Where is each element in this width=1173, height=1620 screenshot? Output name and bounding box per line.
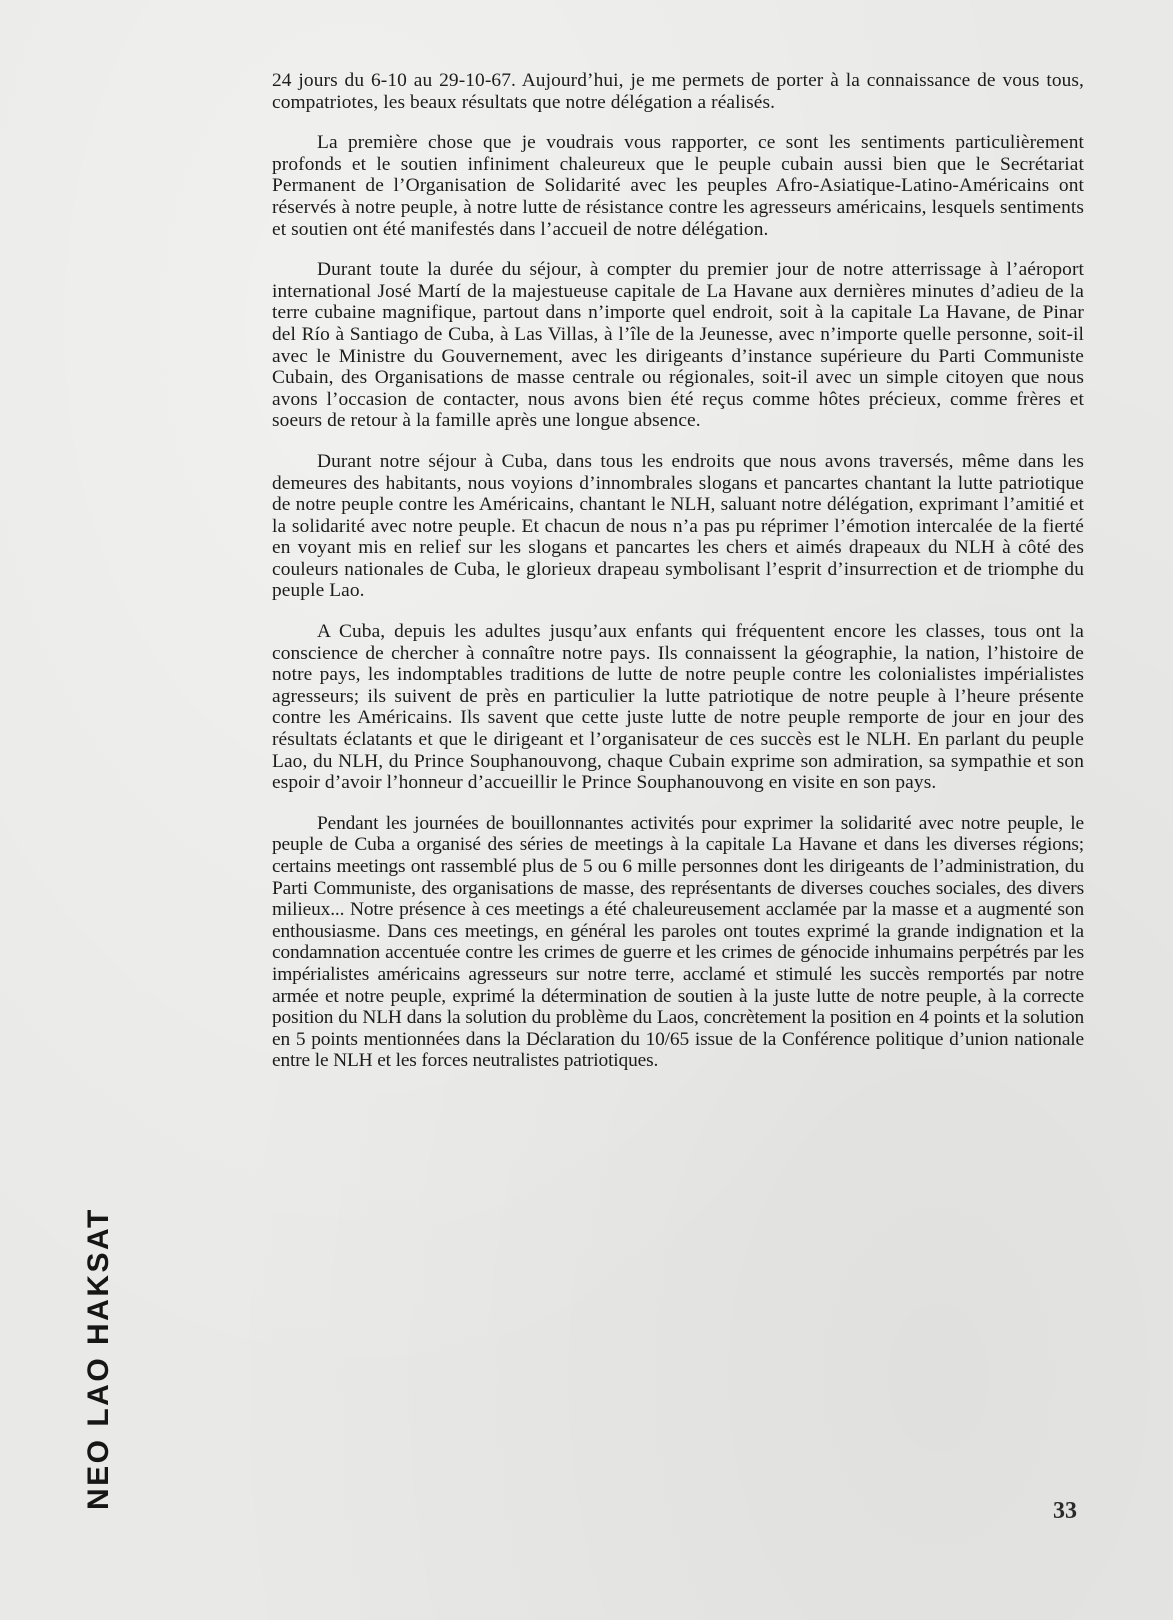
paragraph-3: Durant toute la durée du séjour, à compter du premier jour de notre atterrissage à l’aéroport international José Martí de la majestueuse capitale de La Havane aux dernières minutes d’adieu de la terre cubaine magnifique, partout dans n’importe quel endroit, soit à la capitale La Havane, de Pinar del Río à Santiago de Cuba, à Las Villas, à l’île de la Jeunesse, avec n’importe quelle personne, soit-il avec le Ministre du Gouvernement, avec les dirigeants d’instance supérieure du Parti Communiste Cubain, des Organisations de masse centrale ou régionales, soit-il avec un simple citoyen que nous avons l’occasion de contacter, nous avons bien été reçus comme hôtes précieux, comme frères et soeurs de retour à la famille après une longue absence. bbox=[272, 259, 1084, 432]
page-number: 33 bbox=[1053, 1498, 1077, 1524]
paragraph-2: La première chose que je voudrais vous rapporter, ce sont les sentiments particulièrement profonds et le soutien infiniment chaleureux que le peuple cubain aussi bien que le Secrétariat Permanent de l’Organisation de Solidarité avec les peuples Afro-Asiatique-Latino-Américains ont réservés à notre peuple, à notre lutte de résistance contre les agresseurs américains, lesquels sentiments et soutien ont été manifestés dans l’accueil de notre délégation. bbox=[272, 132, 1084, 240]
paragraph-4: Durant notre séjour à Cuba, dans tous les endroits que nous avons traversés, même dans les demeures des habitants, nous voyions d’innombrales slogans et pancartes chantant la lutte patriotique de notre peuple contre les Américains, chantant le NLH, saluant notre délégation, exprimant l’amitié et la solidarité avec notre peuple. Et chacun de nous n’a pas pu réprimer l’émotion intercalée de la fierté en voyant mis en relief sur les slogans et pancartes les chers et aimés drapeaux du NLH à côté des couleurs nationales de Cuba, le glorieux drapeau symbolisant l’esprit d’insurrection et de triomphe du peuple Lao. bbox=[272, 450, 1084, 602]
paragraph-1: 24 jours du 6-10 au 29-10-67. Aujourd’hui, je me permets de porter à la connaissance de vous tous, compatriotes, les beaux résultats que notre délégation a réalisés. bbox=[272, 70, 1084, 113]
paragraph-5: A Cuba, depuis les adultes jusqu’aux enfants qui fréquentent encore les classes, tous ont la conscience de chercher à connaître notre pays. Ils connaissent la géographie, la nation, l’histoire de notre pays, les indomptables traditions de lutte de notre peuple contre les colonialistes impérialistes agresseurs; ils suivent de près en particulier la lutte patriotique de notre peuple à l’heure présente contre les Américains. Ils savent que cette juste lutte de notre peuple remporte de jour en jour des résultats éclatants et que le dirigeant et l’organisateur de ces succès est le NLH. En parlant du peuple Lao, du NLH, du Prince Souphanouvong, chaque Cubain exprime son admiration, sa sympathie et son espoir d’avoir l’honneur d’accueillir le Prince Souphanouvong en visite en son pays. bbox=[272, 621, 1084, 794]
article-body bbox=[272, 70, 1084, 1091]
paragraph-6: Pendant les journées de bouillonnantes activités pour exprimer la solidarité avec notre peuple, le peuple de Cuba a organisé des séries de meetings à la capitale La Havane et dans les diverses régions; certains meetings ont rassemblé plus de 5 ou 6 mille personnes dont les dirigeants de l’administration, du Parti Communiste, des organisations de masse, des représentants de diverses couches sociales, des divers milieux... Notre présence à ces meetings a été chaleureusement acclamée par la masse et a augmenté son enthousiasme. Dans ces meetings, en général les paroles ont toutes exprimé la grande indignation et la condamnation accentuée contre les crimes de guerre et les crimes de génocide inhumains perpétrés par les impérialistes américains agresseurs sur notre terre, acclamé et stimulé les succès remportés par notre armée et notre peuple, exprimé la détermination de soutien à la juste lutte de notre peuple, à la correcte position du NLH dans la solution du problème du Laos, concrètement la position en 4 points et la solution en 5 points mentionnées dans la Déclaration du 10/65 issue de la Conférence politique d’union nationale entre le NLH et les forces neutralistes patriotiques. bbox=[272, 812, 1084, 1072]
publication-title-vertical: NEO LAO HAKSAT bbox=[82, 1207, 115, 1510]
